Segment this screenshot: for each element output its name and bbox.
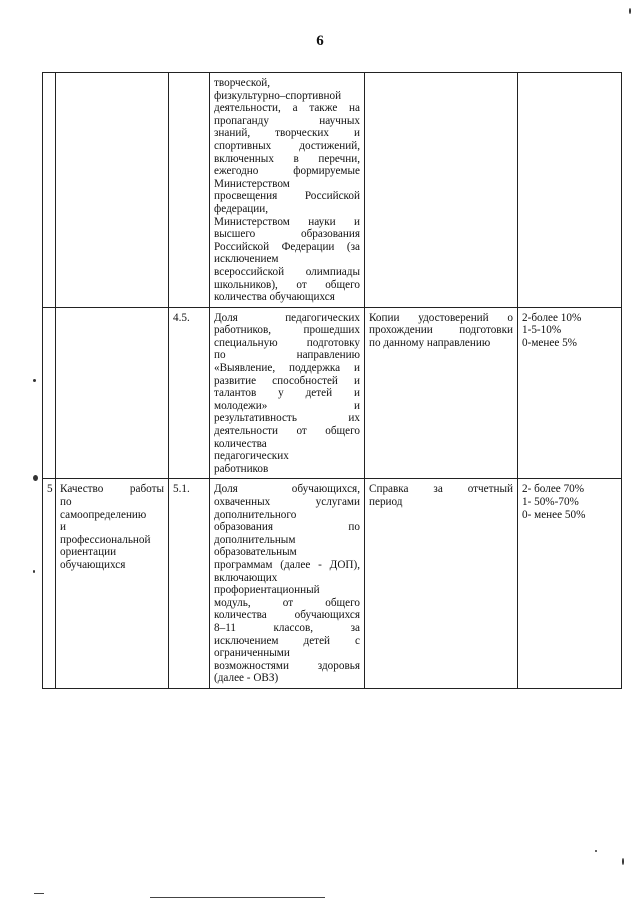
text-line: (далее - ОВЗ): [214, 672, 279, 685]
text-line: исключением: [214, 253, 279, 266]
scan-speck: [33, 379, 36, 382]
section-title-cell: [56, 479, 169, 689]
text-line: модуль, от общего: [214, 596, 360, 609]
text-line: развитие способностей и: [214, 374, 360, 387]
text-line: специальную подготовку: [214, 336, 360, 349]
scan-line: [34, 893, 44, 894]
text-line: Российской Федерации (за: [214, 240, 360, 253]
scan-line: [150, 897, 325, 898]
page-number: 6: [316, 33, 324, 49]
item-number-cell: [169, 479, 210, 689]
scan-speck: [33, 475, 38, 481]
text-line: молодежи» и: [214, 399, 360, 412]
text-line: образования по: [214, 521, 360, 534]
indicator-cell: [210, 479, 365, 689]
text-line: по данному направлению: [369, 336, 491, 349]
text-line: количества: [214, 437, 267, 450]
text-line: количества обучающихся: [214, 291, 335, 304]
text-line: 8–11 классов, за: [214, 621, 360, 634]
table-row: [43, 479, 622, 689]
text-line: включающих: [214, 571, 278, 584]
text-line: 0-менее 5%: [522, 336, 577, 349]
text-line: знаний, творческих и: [214, 127, 360, 140]
scan-speck: [629, 8, 631, 14]
text-line: результативность их: [214, 412, 360, 425]
table-row: [43, 307, 622, 479]
text-line: программам (далее - ДОП),: [214, 558, 360, 571]
text-line: прохождении подготовки: [369, 324, 513, 337]
text-line: Министерством науки и: [214, 215, 360, 228]
text-line: Качество работы: [60, 483, 164, 496]
text-line: включенных в перечни,: [214, 152, 360, 165]
criteria-cell: [518, 307, 622, 479]
text-line: талантов у детей и: [214, 387, 360, 400]
item-number-cell: [169, 307, 210, 479]
text-line: ориентации: [60, 546, 117, 559]
table-row: [43, 73, 622, 308]
text-line: ограниченными: [214, 647, 290, 660]
text-line: образовательным: [214, 546, 297, 559]
text-line: деятельности, а также на: [214, 102, 360, 115]
text-line: школьников), от общего: [214, 278, 360, 291]
text-line: деятельности от общего: [214, 425, 360, 438]
scan-speck: [595, 850, 597, 852]
source-cell: [365, 73, 518, 308]
text-line: дополнительного: [214, 508, 297, 521]
item-number-text: 4.5.: [173, 311, 190, 324]
text-line: профориентационный: [214, 584, 320, 597]
text-line: всероссийской олимпиады: [214, 265, 360, 278]
text-line: 0- менее 50%: [522, 508, 586, 521]
source-cell: [365, 307, 518, 479]
text-line: спортивных достижений,: [214, 139, 360, 152]
criteria-table: [42, 72, 622, 689]
text-line: исключением детей с: [214, 634, 360, 647]
item-number-text: 5.1.: [173, 483, 190, 496]
text-line: Доля педагогических: [214, 311, 360, 324]
section-number-cell: [43, 73, 56, 308]
text-line: Министерством: [214, 177, 290, 190]
scan-speck: [622, 858, 624, 865]
text-line: педагогических: [214, 450, 289, 463]
text-line: ежегодно формируемые: [214, 165, 360, 178]
criteria-cell: [518, 73, 622, 308]
text-line: физкультурно–спортивной: [214, 89, 342, 102]
indicator-cell: [210, 307, 365, 479]
text-line: просвещения Российской: [214, 190, 360, 203]
text-line: и: [60, 521, 66, 534]
text-line: охваченных услугами: [214, 496, 360, 508]
scan-speck: [33, 570, 35, 573]
text-line: количества обучающихся: [214, 609, 360, 622]
text-line: по: [60, 496, 72, 508]
text-line: 2- более 70%: [522, 483, 585, 496]
text-line: пропаганду научных: [214, 114, 360, 127]
text-line: 1-5-10%: [522, 324, 562, 337]
section-title-cell: [56, 307, 169, 479]
text-line: творческой,: [214, 77, 271, 89]
text-line: самоопределению: [60, 508, 147, 521]
text-line: период: [369, 496, 403, 508]
text-line: дополнительным: [214, 533, 296, 546]
text-line: 1- 50%-70%: [522, 496, 579, 508]
criteria-cell: [518, 479, 622, 689]
section-number-text: 5: [47, 483, 53, 496]
item-number-cell: [169, 73, 210, 308]
text-line: 2-более 10%: [522, 311, 582, 324]
text-line: по направлению: [214, 349, 360, 362]
indicator-cell: [210, 73, 365, 308]
text-line: федерации,: [214, 202, 269, 215]
text-line: работников: [214, 462, 269, 475]
text-line: Копии удостоверений о: [369, 311, 513, 324]
source-cell: [365, 479, 518, 689]
text-line: «Выявление, поддержка и: [214, 362, 360, 375]
section-number-cell: [43, 479, 56, 689]
text-line: профессиональной: [60, 533, 151, 546]
text-line: Справка за отчетный: [369, 483, 513, 496]
section-title-cell: [56, 73, 169, 308]
text-line: высшего образования: [214, 228, 360, 241]
text-line: работников, прошедших: [214, 324, 360, 337]
text-line: Доля обучающихся,: [214, 483, 360, 496]
text-line: обучающихся: [60, 558, 126, 571]
text-line: возможностями здоровья: [214, 659, 360, 672]
section-number-cell: [43, 307, 56, 479]
